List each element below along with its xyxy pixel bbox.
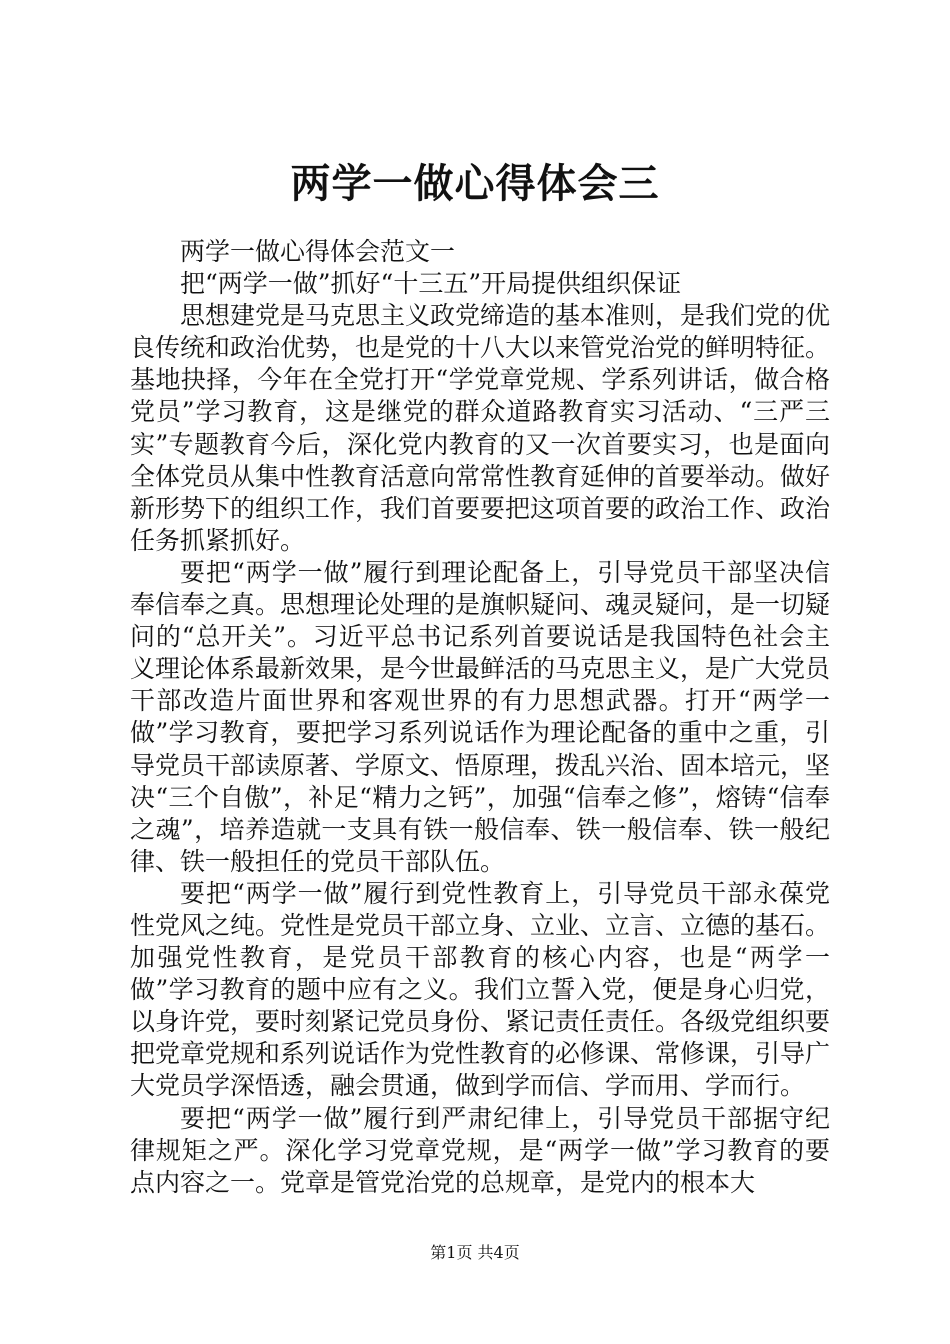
document-body <box>130 236 830 1199</box>
document-title: 两学一做心得体会三 <box>290 160 660 207</box>
body-paragraph: 思想建党是马克思主义政党缔造的基本准则，是我们党的优良传统和政治优势，也是党的十八大以来管党治党的鲜明特征。基地抉择，今年在全党打开“学党章党规、学系列讲话，做合格党员”学习教育，这是继党的群众道路教育实习活动、“三严三实”专题教育今后，深化党内教育的又一次首要实习，也是面向全体党员从集中性教育活意向常常性教育延伸的首要举动。做好新形势下的组织工作，我们首要要把这项首要的政治工作、政治任务抓紧抓好。 <box>130 301 831 555</box>
page-footer: 第1页 共4页 <box>430 1243 520 1262</box>
subtitle-paragraph: 两学一做心得体会范文一 <box>180 237 456 266</box>
body-paragraph: 要把“两学一做”履行到党性教育上，引导党员干部永葆党性党风之纯。党性是党员干部立身、立业、立言、立德的基石。加强党性教育，是党员干部教育的核心内容，也是“两学一做”学习教育的题中应有之义。我们立誓入党，便是身心归党，以身许党，要时刻紧记党员身份、紧记责任责任。各级党组织要把党章党规和系列说话作为党性教育的必修课、常修课，引导广大党员学深悟透，融会贯通，做到学而信、学而用、学而行。 <box>130 878 831 1101</box>
body-paragraph: 要把“两学一做”履行到理论配备上，引导党员干部坚决信奉信奉之真。思想理论处理的是旗帜疑问、魂灵疑问，是一切疑问的“总开关”。习近平总书记系列首要说话是我国特色社会主义理论体系最新效果，是今世最鲜活的马克思主义，是广大党员干部改造片面世界和客观世界的有力思想武器。打开“两学一做”学习教育，要把学习系列说话作为理论配备的重中之重，引导党员干部读原著、学原文、悟原理，拨乱兴治、固本培元，坚决“三个自傲”，补足“精力之钙”，加强“信奉之修”，熔铸“信奉之魂”，培养造就一支具有铁一般信奉、铁一般信奉、铁一般纪律、铁一般担任的党员干部队伍。 <box>130 557 831 876</box>
body-paragraph: 要把“两学一做”履行到严肃纪律上，引导党员干部据守纪律规矩之严。深化学习党章党规，是“两学一做”学习教育的要点内容之一。党章是管党治党的总规章，是党内的根本大 <box>130 1103 830 1197</box>
heading-paragraph: 把“两学一做”抓好“十三五”开局提供组织保证 <box>180 269 682 299</box>
